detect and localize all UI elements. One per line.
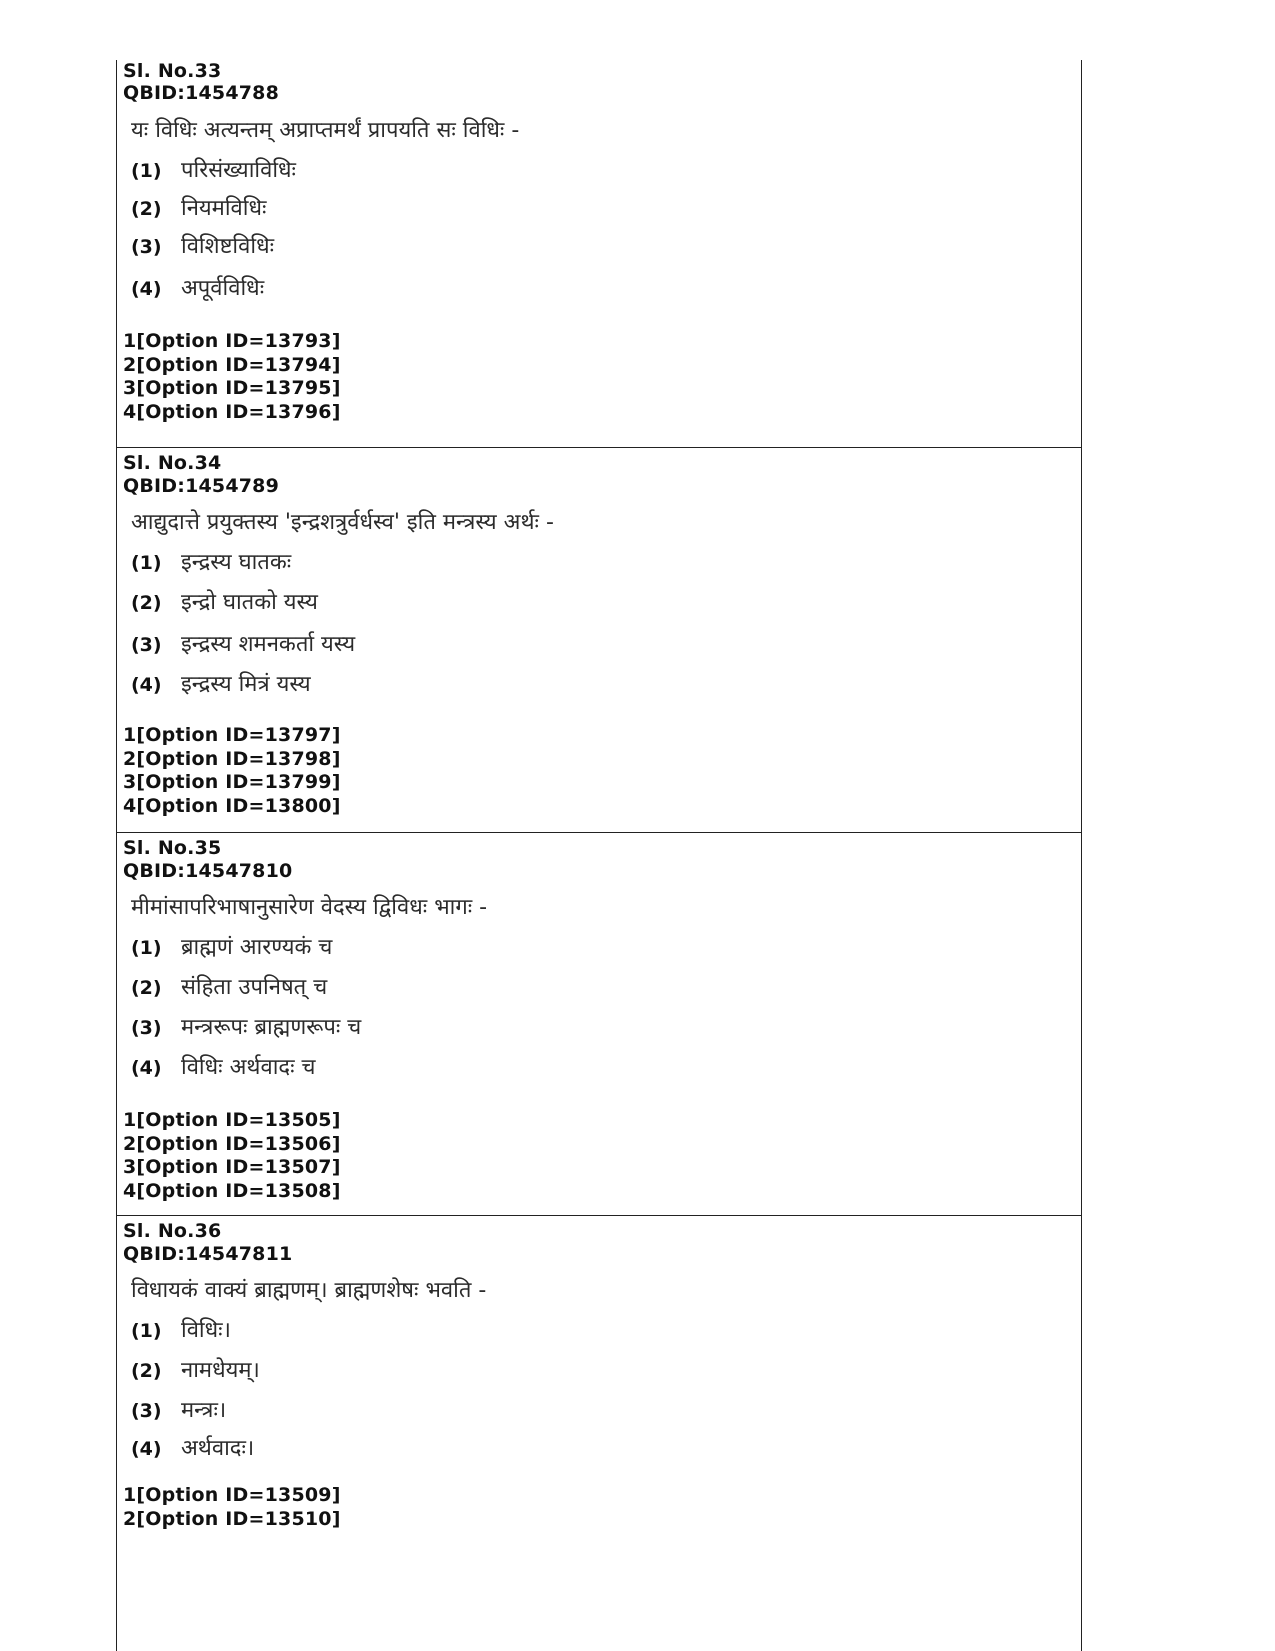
question-block (117, 833, 1081, 1216)
option-id: 2[Option ID=13506] (123, 1132, 341, 1155)
option-number: (2) (131, 1360, 162, 1382)
option-text: विशिष्टविधिः (181, 234, 275, 259)
option-id-list (123, 724, 341, 818)
qbid: QBID:1454788 (123, 82, 280, 104)
option-item (131, 971, 327, 1001)
option-number: (1) (131, 552, 162, 574)
option-number: (4) (131, 1438, 162, 1460)
option-number: (4) (131, 278, 162, 300)
option-id: 4[Option ID=13796] (123, 400, 341, 423)
option-item (131, 154, 296, 184)
option-number: (2) (131, 198, 162, 220)
question-block (117, 1216, 1081, 1651)
serial-number: Sl. No.36 (123, 1220, 222, 1242)
option-text: ब्राह्मणं आरण्यकं च (181, 935, 333, 960)
serial-number: Sl. No.33 (123, 60, 222, 82)
option-id: 3[Option ID=13799] (123, 771, 341, 793)
option-item (131, 1314, 231, 1344)
option-item (131, 1394, 226, 1424)
option-item (131, 931, 332, 961)
qbid: QBID:1454789 (123, 475, 280, 497)
option-id-list (123, 330, 341, 424)
qbid: QBID:14547811 (123, 1243, 293, 1265)
option-id: 3[Option ID=13507] (123, 1156, 341, 1178)
question-sheet (116, 60, 1082, 1651)
option-number: (4) (131, 1057, 162, 1079)
question-block (117, 448, 1081, 833)
option-text: मन्त्ररूपः ब्राह्मणरूपः च (181, 1015, 362, 1040)
option-number: (1) (131, 937, 162, 959)
option-text: इन्द्रो घातको यस्य (181, 590, 318, 615)
option-item (131, 1051, 315, 1081)
serial-number: Sl. No.34 (123, 452, 222, 474)
option-id: 4[Option ID=13508] (123, 1179, 341, 1202)
option-item (131, 1432, 254, 1462)
option-item (131, 628, 355, 658)
option-id: 1[Option ID=13509] (123, 1484, 341, 1506)
question-stem: यः विधिः अत्यन्तम् अप्राप्तमर्थं प्रापयति सः विधिः - (131, 118, 520, 143)
option-text: इन्द्रस्य मित्रं यस्य (181, 672, 311, 697)
option-id: 1[Option ID=13797] (123, 724, 341, 746)
option-text: नामधेयम्। (181, 1358, 260, 1383)
option-item (131, 272, 264, 302)
option-number: (3) (131, 1400, 162, 1422)
option-id: 4[Option ID=13800] (123, 794, 341, 817)
option-number: (2) (131, 592, 162, 614)
question-stem: विधायकं वाक्यं ब्राह्मणम्। ब्राह्मणशेषः भवति - (131, 1278, 487, 1303)
option-text: अर्थवादः। (181, 1436, 255, 1461)
question-stem: मीमांसापरिभाषानुसारेण वेदस्य द्विविधः भागः - (131, 895, 488, 920)
option-id: 2[Option ID=13510] (123, 1507, 341, 1530)
option-text: विधिः अर्थवादः च (181, 1055, 316, 1080)
option-number: (2) (131, 977, 162, 999)
option-text: संहिता उपनिषत् च (181, 975, 328, 1000)
option-item (131, 192, 266, 222)
option-text: इन्द्रस्य घातकः (181, 550, 292, 575)
option-text: अपूर्वविधिः (181, 276, 265, 301)
option-item (131, 1011, 361, 1041)
option-id: 1[Option ID=13505] (123, 1109, 341, 1131)
option-text: मन्त्रः। (181, 1398, 227, 1423)
option-id: 2[Option ID=13798] (123, 747, 341, 770)
option-number: (1) (131, 160, 162, 182)
option-number: (4) (131, 674, 162, 696)
option-number: (3) (131, 236, 162, 258)
question-stem: आद्युदात्ते प्रयुक्तस्य 'इन्द्रशत्रुर्वर्धस्व' इति मन्त्रस्य अर्थः - (131, 510, 554, 535)
option-item (131, 586, 318, 616)
option-item (131, 1354, 260, 1384)
option-text: परिसंख्याविधिः (181, 158, 296, 183)
serial-number: Sl. No.35 (123, 837, 222, 859)
option-text: इन्द्रस्य शमनकर्ता यस्य (181, 632, 356, 657)
option-item (131, 546, 291, 576)
option-text: विधिः। (181, 1318, 231, 1343)
option-item (131, 668, 311, 698)
option-id-list (123, 1109, 341, 1203)
option-id: 2[Option ID=13794] (123, 353, 341, 376)
option-item (131, 230, 274, 260)
question-block (117, 60, 1081, 448)
option-text: नियमविधिः (181, 196, 267, 221)
option-id: 1[Option ID=13793] (123, 330, 341, 352)
qbid: QBID:14547810 (123, 860, 293, 882)
option-number: (3) (131, 634, 162, 656)
option-id: 3[Option ID=13795] (123, 377, 341, 399)
option-number: (3) (131, 1017, 162, 1039)
option-id-list (123, 1484, 341, 1531)
option-number: (1) (131, 1320, 162, 1342)
